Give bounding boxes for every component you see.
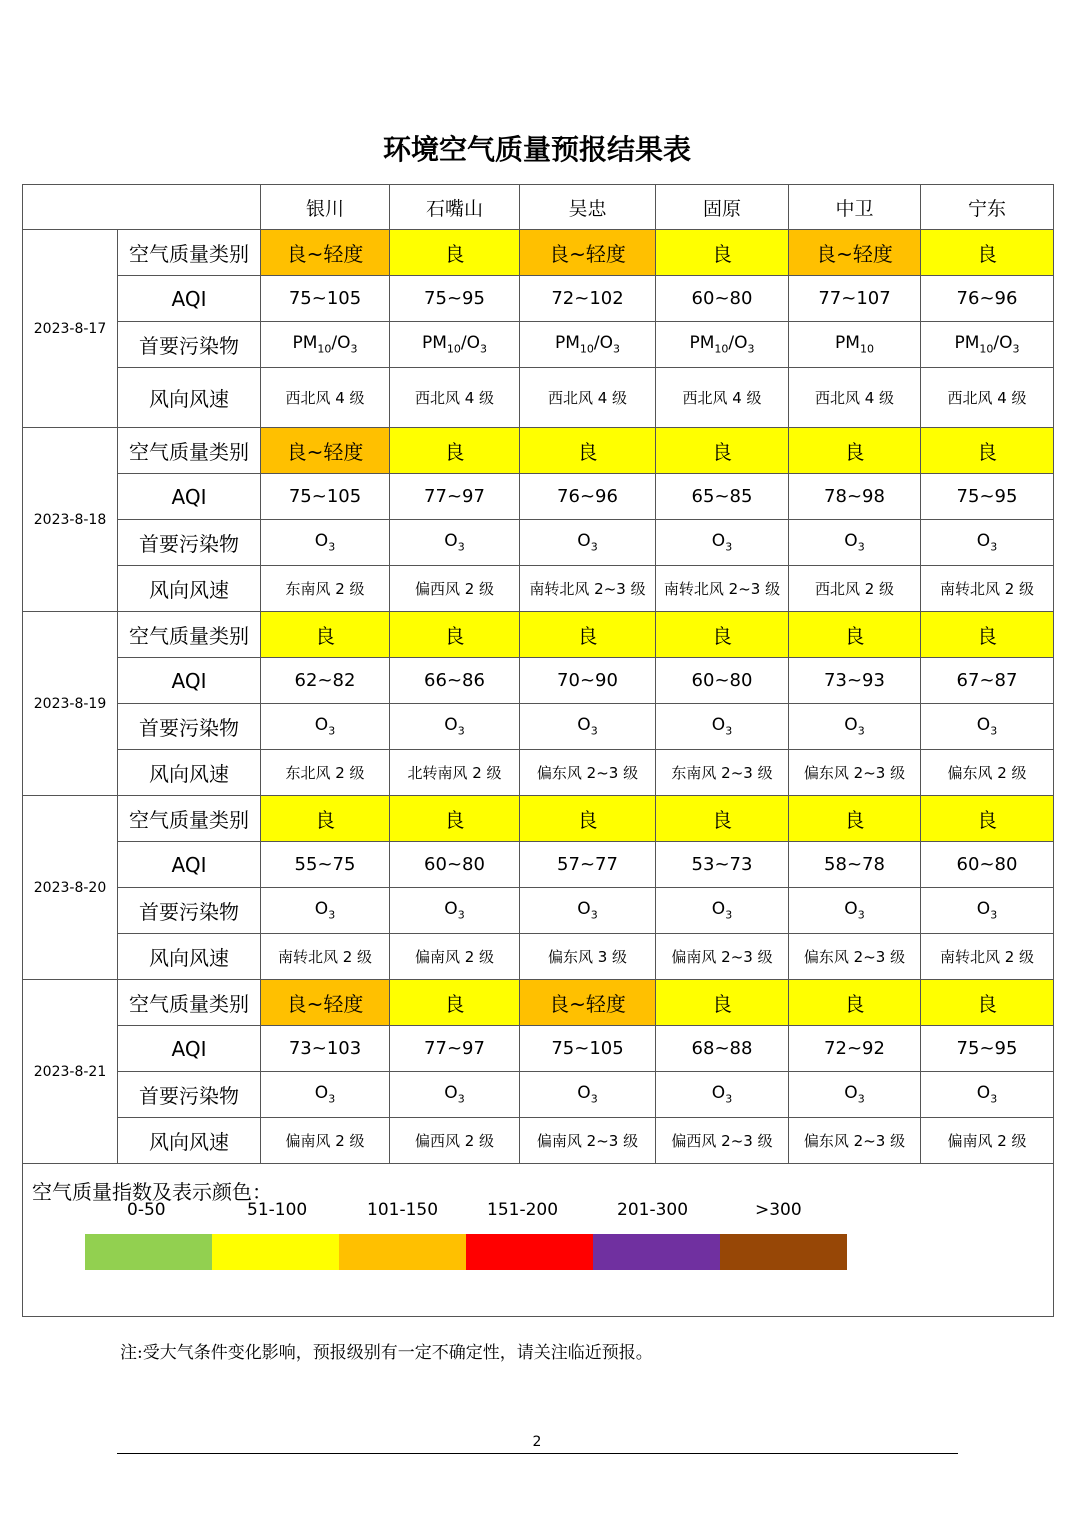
pollutant-cell <box>520 888 656 934</box>
category-cell: 良 <box>520 796 656 842</box>
pollutant-sub: 10 <box>859 342 874 356</box>
pollutant-sub: 3 <box>457 908 465 922</box>
pollutant-cell <box>261 888 390 934</box>
pollutant-cell <box>789 704 921 750</box>
row-label-pollutant: 首要污染物 <box>118 322 261 368</box>
row-label-pollutant: 首要污染物 <box>118 520 261 566</box>
row-aqi <box>23 276 1054 322</box>
footnote: 注:受大气条件变化影响，预报级别有一定不确定性，请关注临近预报。 <box>120 1343 653 1363</box>
wind-cell: 偏东风 2~3 级 <box>789 934 921 980</box>
row-label-wind: 风向风速 <box>118 934 261 980</box>
wind-cell: 偏南风 2 级 <box>261 1118 390 1164</box>
pollutant-cell <box>520 704 656 750</box>
row-label-category: 空气质量类别 <box>118 612 261 658</box>
category-cell: 良 <box>656 980 789 1026</box>
category-cell: 良 <box>789 980 921 1026</box>
date-cell: 2023-8-20 <box>23 796 118 980</box>
category-cell: 良 <box>921 612 1054 658</box>
aqi-cell: 78~98 <box>789 474 921 520</box>
pollutant-sub: 3 <box>990 908 998 922</box>
pollutant-sub: 10 <box>317 342 332 356</box>
aqi-cell: 73~93 <box>789 658 921 704</box>
row-pollutant <box>23 888 1054 934</box>
row-aqi <box>23 658 1054 704</box>
wind-cell: 西北风 4 级 <box>261 368 390 428</box>
legend-range-label: 151-200 <box>487 1200 559 1220</box>
row-label-aqi: AQI <box>118 842 261 888</box>
aqi-cell: 62~82 <box>261 658 390 704</box>
row-label-wind: 风向风速 <box>118 750 261 796</box>
aqi-cell: 75~95 <box>390 276 520 322</box>
aqi-cell: 53~73 <box>656 842 789 888</box>
aqi-cell: 67~87 <box>921 658 1054 704</box>
legend-swatch <box>466 1234 593 1270</box>
row-category <box>23 612 1054 658</box>
aqi-cell: 75~95 <box>921 474 1054 520</box>
row-wind <box>23 1118 1054 1164</box>
category-cell: 良 <box>789 428 921 474</box>
pollutant-main: PM <box>421 333 447 354</box>
pollutant-tail: /O <box>460 333 481 354</box>
pollutant-sub2: 3 <box>480 342 488 356</box>
page-number: 2 <box>532 1434 542 1450</box>
row-label-category: 空气质量类别 <box>118 796 261 842</box>
aqi-cell: 76~96 <box>921 276 1054 322</box>
category-cell: 良~轻度 <box>261 428 390 474</box>
pollutant-sub2: 3 <box>613 342 621 356</box>
legend-range-label: 101-150 <box>367 1200 439 1220</box>
pollutant-sub: 3 <box>328 724 336 738</box>
pollutant-cell <box>261 1072 390 1118</box>
aqi-cell: 60~80 <box>390 842 520 888</box>
row-category <box>23 980 1054 1026</box>
legend-section <box>23 1164 1054 1317</box>
row-label-aqi: AQI <box>118 474 261 520</box>
aqi-cell: 65~85 <box>656 474 789 520</box>
category-cell: 良~轻度 <box>789 230 921 276</box>
pollutant-main: O <box>577 899 591 920</box>
category-cell: 良 <box>261 612 390 658</box>
wind-cell: 西北风 4 级 <box>390 368 520 428</box>
pollutant-main: O <box>976 531 991 552</box>
pollutant-cell <box>656 1072 789 1118</box>
corner-cell <box>23 185 261 230</box>
pollutant-cell <box>921 888 1054 934</box>
aqi-cell: 75~105 <box>261 276 390 322</box>
pollutant-cell <box>520 322 656 368</box>
category-cell: 良 <box>261 796 390 842</box>
wind-cell: 偏东风 2~3 级 <box>789 750 921 796</box>
pollutant-cell <box>656 888 789 934</box>
aqi-cell: 58~78 <box>789 842 921 888</box>
pollutant-sub: 3 <box>457 724 465 738</box>
row-label-category: 空气质量类别 <box>118 428 261 474</box>
row-pollutant <box>23 322 1054 368</box>
row-wind <box>23 750 1054 796</box>
wind-cell: 偏南风 2 级 <box>390 934 520 980</box>
category-cell: 良 <box>921 428 1054 474</box>
pollutant-main: PM <box>554 333 580 354</box>
pollutant-sub2: 3 <box>1012 342 1020 356</box>
pollutant-cell <box>520 520 656 566</box>
row-category <box>23 428 1054 474</box>
pollutant-cell <box>656 322 789 368</box>
city-header: 固原 <box>656 185 789 230</box>
row-category <box>23 230 1054 276</box>
row-label-aqi: AQI <box>118 1026 261 1072</box>
pollutant-main: O <box>444 1083 458 1104</box>
pollutant-main: O <box>711 1083 726 1104</box>
wind-cell: 北转南风 2 级 <box>390 750 520 796</box>
row-label-pollutant: 首要污染物 <box>118 888 261 934</box>
city-header: 中卫 <box>789 185 921 230</box>
city-header: 石嘴山 <box>390 185 520 230</box>
legend-range-label: 0-50 <box>127 1200 166 1220</box>
pollutant-sub2: 3 <box>350 342 358 356</box>
pollutant-main: O <box>844 715 858 736</box>
legend-range-label: 201-300 <box>617 1200 689 1220</box>
aqi-cell: 76~96 <box>520 474 656 520</box>
aqi-cell: 72~92 <box>789 1026 921 1072</box>
pollutant-sub: 3 <box>990 540 998 554</box>
pollutant-sub: 10 <box>446 342 461 356</box>
pollutant-main: O <box>844 531 858 552</box>
category-cell: 良 <box>390 980 520 1026</box>
pollutant-sub: 3 <box>857 724 865 738</box>
row-label-pollutant: 首要污染物 <box>118 1072 261 1118</box>
wind-cell: 东南风 2~3 级 <box>656 750 789 796</box>
category-cell: 良 <box>520 428 656 474</box>
pollutant-tail: /O <box>331 333 351 354</box>
legend-swatch <box>593 1234 720 1270</box>
wind-cell: 东南风 2 级 <box>261 566 390 612</box>
pollutant-main: PM <box>689 333 715 354</box>
forecast-table-body <box>23 185 1054 1164</box>
legend-swatch <box>85 1234 212 1270</box>
aqi-cell: 68~88 <box>656 1026 789 1072</box>
wind-cell: 偏南风 2~3 级 <box>656 934 789 980</box>
aqi-cell: 66~86 <box>390 658 520 704</box>
wind-cell: 西北风 4 级 <box>656 368 789 428</box>
city-header: 银川 <box>261 185 390 230</box>
wind-cell: 偏西风 2~3 级 <box>656 1118 789 1164</box>
date-cell: 2023-8-17 <box>23 230 118 428</box>
aqi-cell: 60~80 <box>656 658 789 704</box>
city-header-row <box>23 185 1054 230</box>
pollutant-cell <box>390 704 520 750</box>
aqi-cell: 55~75 <box>261 842 390 888</box>
category-cell: 良 <box>921 796 1054 842</box>
pollutant-sub2: 3 <box>747 342 755 356</box>
pollutant-main: PM <box>954 333 980 354</box>
pollutant-main: O <box>976 1083 991 1104</box>
row-pollutant <box>23 704 1054 750</box>
pollutant-sub: 3 <box>857 1092 865 1106</box>
pollutant-cell <box>390 322 520 368</box>
wind-cell: 南转北风 2 级 <box>921 566 1054 612</box>
category-cell: 良 <box>520 612 656 658</box>
aqi-cell: 57~77 <box>520 842 656 888</box>
category-cell: 良 <box>390 428 520 474</box>
pollutant-main: O <box>577 531 591 552</box>
aqi-cell: 77~97 <box>390 1026 520 1072</box>
pollutant-sub: 3 <box>457 540 465 554</box>
pollutant-main: PM <box>292 333 318 354</box>
wind-cell: 偏东风 2 级 <box>921 750 1054 796</box>
pollutant-main: O <box>711 715 726 736</box>
category-cell: 良 <box>789 612 921 658</box>
pollutant-sub: 3 <box>590 908 598 922</box>
pollutant-main: O <box>444 715 458 736</box>
aqi-cell: 60~80 <box>656 276 789 322</box>
row-aqi <box>23 842 1054 888</box>
pollutant-sub: 3 <box>990 1092 998 1106</box>
wind-cell: 偏东风 2~3 级 <box>789 1118 921 1164</box>
pollutant-main: O <box>976 899 991 920</box>
pollutant-sub: 3 <box>857 908 865 922</box>
category-cell: 良 <box>390 230 520 276</box>
pollutant-sub: 3 <box>990 724 998 738</box>
category-cell: 良~轻度 <box>520 980 656 1026</box>
pollutant-cell <box>789 520 921 566</box>
legend-range-label: >300 <box>755 1200 802 1220</box>
pollutant-cell <box>261 322 390 368</box>
aqi-cell: 75~105 <box>261 474 390 520</box>
row-label-wind: 风向风速 <box>118 566 261 612</box>
pollutant-cell <box>520 1072 656 1118</box>
pollutant-sub: 3 <box>328 540 336 554</box>
aqi-cell: 70~90 <box>520 658 656 704</box>
page-title: 环境空气质量预报结果表 <box>382 133 691 166</box>
pollutant-sub: 3 <box>590 724 598 738</box>
row-wind <box>23 934 1054 980</box>
pollutant-main: O <box>444 531 458 552</box>
pollutant-sub: 3 <box>328 908 336 922</box>
pollutant-main: O <box>577 1083 591 1104</box>
category-cell: 良 <box>656 612 789 658</box>
pollutant-cell <box>261 704 390 750</box>
pollutant-main: O <box>314 715 329 736</box>
pollutant-sub: 3 <box>328 1092 336 1106</box>
pollutant-main: O <box>844 1083 858 1104</box>
wind-cell: 偏东风 3 级 <box>520 934 656 980</box>
row-label-aqi: AQI <box>118 658 261 704</box>
category-cell: 良 <box>789 796 921 842</box>
pollutant-sub: 10 <box>979 342 994 356</box>
row-pollutant <box>23 1072 1054 1118</box>
pollutant-cell <box>261 520 390 566</box>
legend-color-bar <box>85 1234 847 1270</box>
row-label-aqi: AQI <box>118 276 261 322</box>
pollutant-tail: /O <box>993 333 1013 354</box>
wind-cell: 西北风 4 级 <box>789 368 921 428</box>
wind-cell: 偏东风 2~3 级 <box>520 750 656 796</box>
legend-title: 空气质量指数及表示颜色： <box>32 1180 272 1204</box>
category-cell: 良~轻度 <box>520 230 656 276</box>
aqi-cell: 72~102 <box>520 276 656 322</box>
category-cell: 良 <box>921 980 1054 1026</box>
row-aqi <box>23 1026 1054 1072</box>
category-cell: 良 <box>921 230 1054 276</box>
pollutant-main: O <box>711 531 726 552</box>
forecast-table <box>22 184 1054 1317</box>
category-cell: 良 <box>656 428 789 474</box>
pollutant-sub: 3 <box>590 540 598 554</box>
pollutant-cell <box>390 520 520 566</box>
pollutant-main: O <box>844 899 858 920</box>
pollutant-main: O <box>314 1083 329 1104</box>
pollutant-cell <box>656 520 789 566</box>
pollutant-cell <box>789 322 921 368</box>
row-pollutant <box>23 520 1054 566</box>
pollutant-sub: 10 <box>579 342 594 356</box>
pollutant-sub: 3 <box>725 1092 733 1106</box>
row-label-category: 空气质量类别 <box>118 980 261 1026</box>
pollutant-tail: /O <box>593 333 614 354</box>
aqi-cell: 75~105 <box>520 1026 656 1072</box>
footer-rule <box>117 1453 958 1454</box>
pollutant-cell <box>921 704 1054 750</box>
wind-cell: 西北风 2 级 <box>789 566 921 612</box>
pollutant-cell <box>656 704 789 750</box>
wind-cell: 偏西风 2 级 <box>390 566 520 612</box>
pollutant-cell <box>390 888 520 934</box>
aqi-cell: 75~95 <box>921 1026 1054 1072</box>
city-header: 宁东 <box>921 185 1054 230</box>
row-wind <box>23 368 1054 428</box>
date-cell: 2023-8-19 <box>23 612 118 796</box>
aqi-cell: 77~107 <box>789 276 921 322</box>
wind-cell: 东北风 2 级 <box>261 750 390 796</box>
pollutant-main: PM <box>835 333 860 354</box>
category-cell: 良 <box>656 796 789 842</box>
pollutant-main: O <box>444 899 458 920</box>
wind-cell: 南转北风 2 级 <box>261 934 390 980</box>
pollutant-main: O <box>314 899 329 920</box>
category-cell: 良~轻度 <box>261 230 390 276</box>
row-label-wind: 风向风速 <box>118 368 261 428</box>
pollutant-sub: 3 <box>725 540 733 554</box>
pollutant-cell <box>789 888 921 934</box>
date-cell: 2023-8-21 <box>23 980 118 1164</box>
category-cell: 良~轻度 <box>261 980 390 1026</box>
wind-cell: 南转北风 2~3 级 <box>520 566 656 612</box>
pollutant-sub: 3 <box>457 1092 465 1106</box>
pollutant-main: O <box>314 531 329 552</box>
pollutant-cell <box>921 1072 1054 1118</box>
pollutant-cell <box>390 1072 520 1118</box>
pollutant-tail: /O <box>728 333 748 354</box>
pollutant-cell <box>789 1072 921 1118</box>
legend-swatch <box>212 1234 339 1270</box>
category-cell: 良 <box>656 230 789 276</box>
aqi-cell: 60~80 <box>921 842 1054 888</box>
wind-cell: 偏西风 2 级 <box>390 1118 520 1164</box>
pollutant-sub: 3 <box>725 724 733 738</box>
wind-cell: 西北风 4 级 <box>520 368 656 428</box>
city-header: 吴忠 <box>520 185 656 230</box>
row-label-category: 空气质量类别 <box>118 230 261 276</box>
wind-cell: 南转北风 2~3 级 <box>656 566 789 612</box>
wind-cell: 西北风 4 级 <box>921 368 1054 428</box>
pollutant-cell <box>921 322 1054 368</box>
wind-cell: 南转北风 2 级 <box>921 934 1054 980</box>
pollutant-cell <box>921 520 1054 566</box>
date-cell: 2023-8-18 <box>23 428 118 612</box>
legend-swatch <box>339 1234 466 1270</box>
pollutant-sub: 10 <box>714 342 729 356</box>
pollutant-sub: 3 <box>725 908 733 922</box>
row-wind <box>23 566 1054 612</box>
aqi-cell: 73~103 <box>261 1026 390 1072</box>
wind-cell: 偏南风 2~3 级 <box>520 1118 656 1164</box>
pollutant-main: O <box>976 715 991 736</box>
aqi-cell: 77~97 <box>390 474 520 520</box>
pollutant-sub: 3 <box>590 1092 598 1106</box>
pollutant-main: O <box>577 715 591 736</box>
legend-cell <box>23 1164 1054 1317</box>
row-category <box>23 796 1054 842</box>
category-cell: 良 <box>390 612 520 658</box>
pollutant-main: O <box>711 899 726 920</box>
legend-range-label: 51-100 <box>247 1200 308 1220</box>
pollutant-sub: 3 <box>857 540 865 554</box>
row-label-pollutant: 首要污染物 <box>118 704 261 750</box>
wind-cell: 偏南风 2 级 <box>921 1118 1054 1164</box>
legend-swatch <box>720 1234 847 1270</box>
row-label-wind: 风向风速 <box>118 1118 261 1164</box>
row-aqi <box>23 474 1054 520</box>
category-cell: 良 <box>390 796 520 842</box>
